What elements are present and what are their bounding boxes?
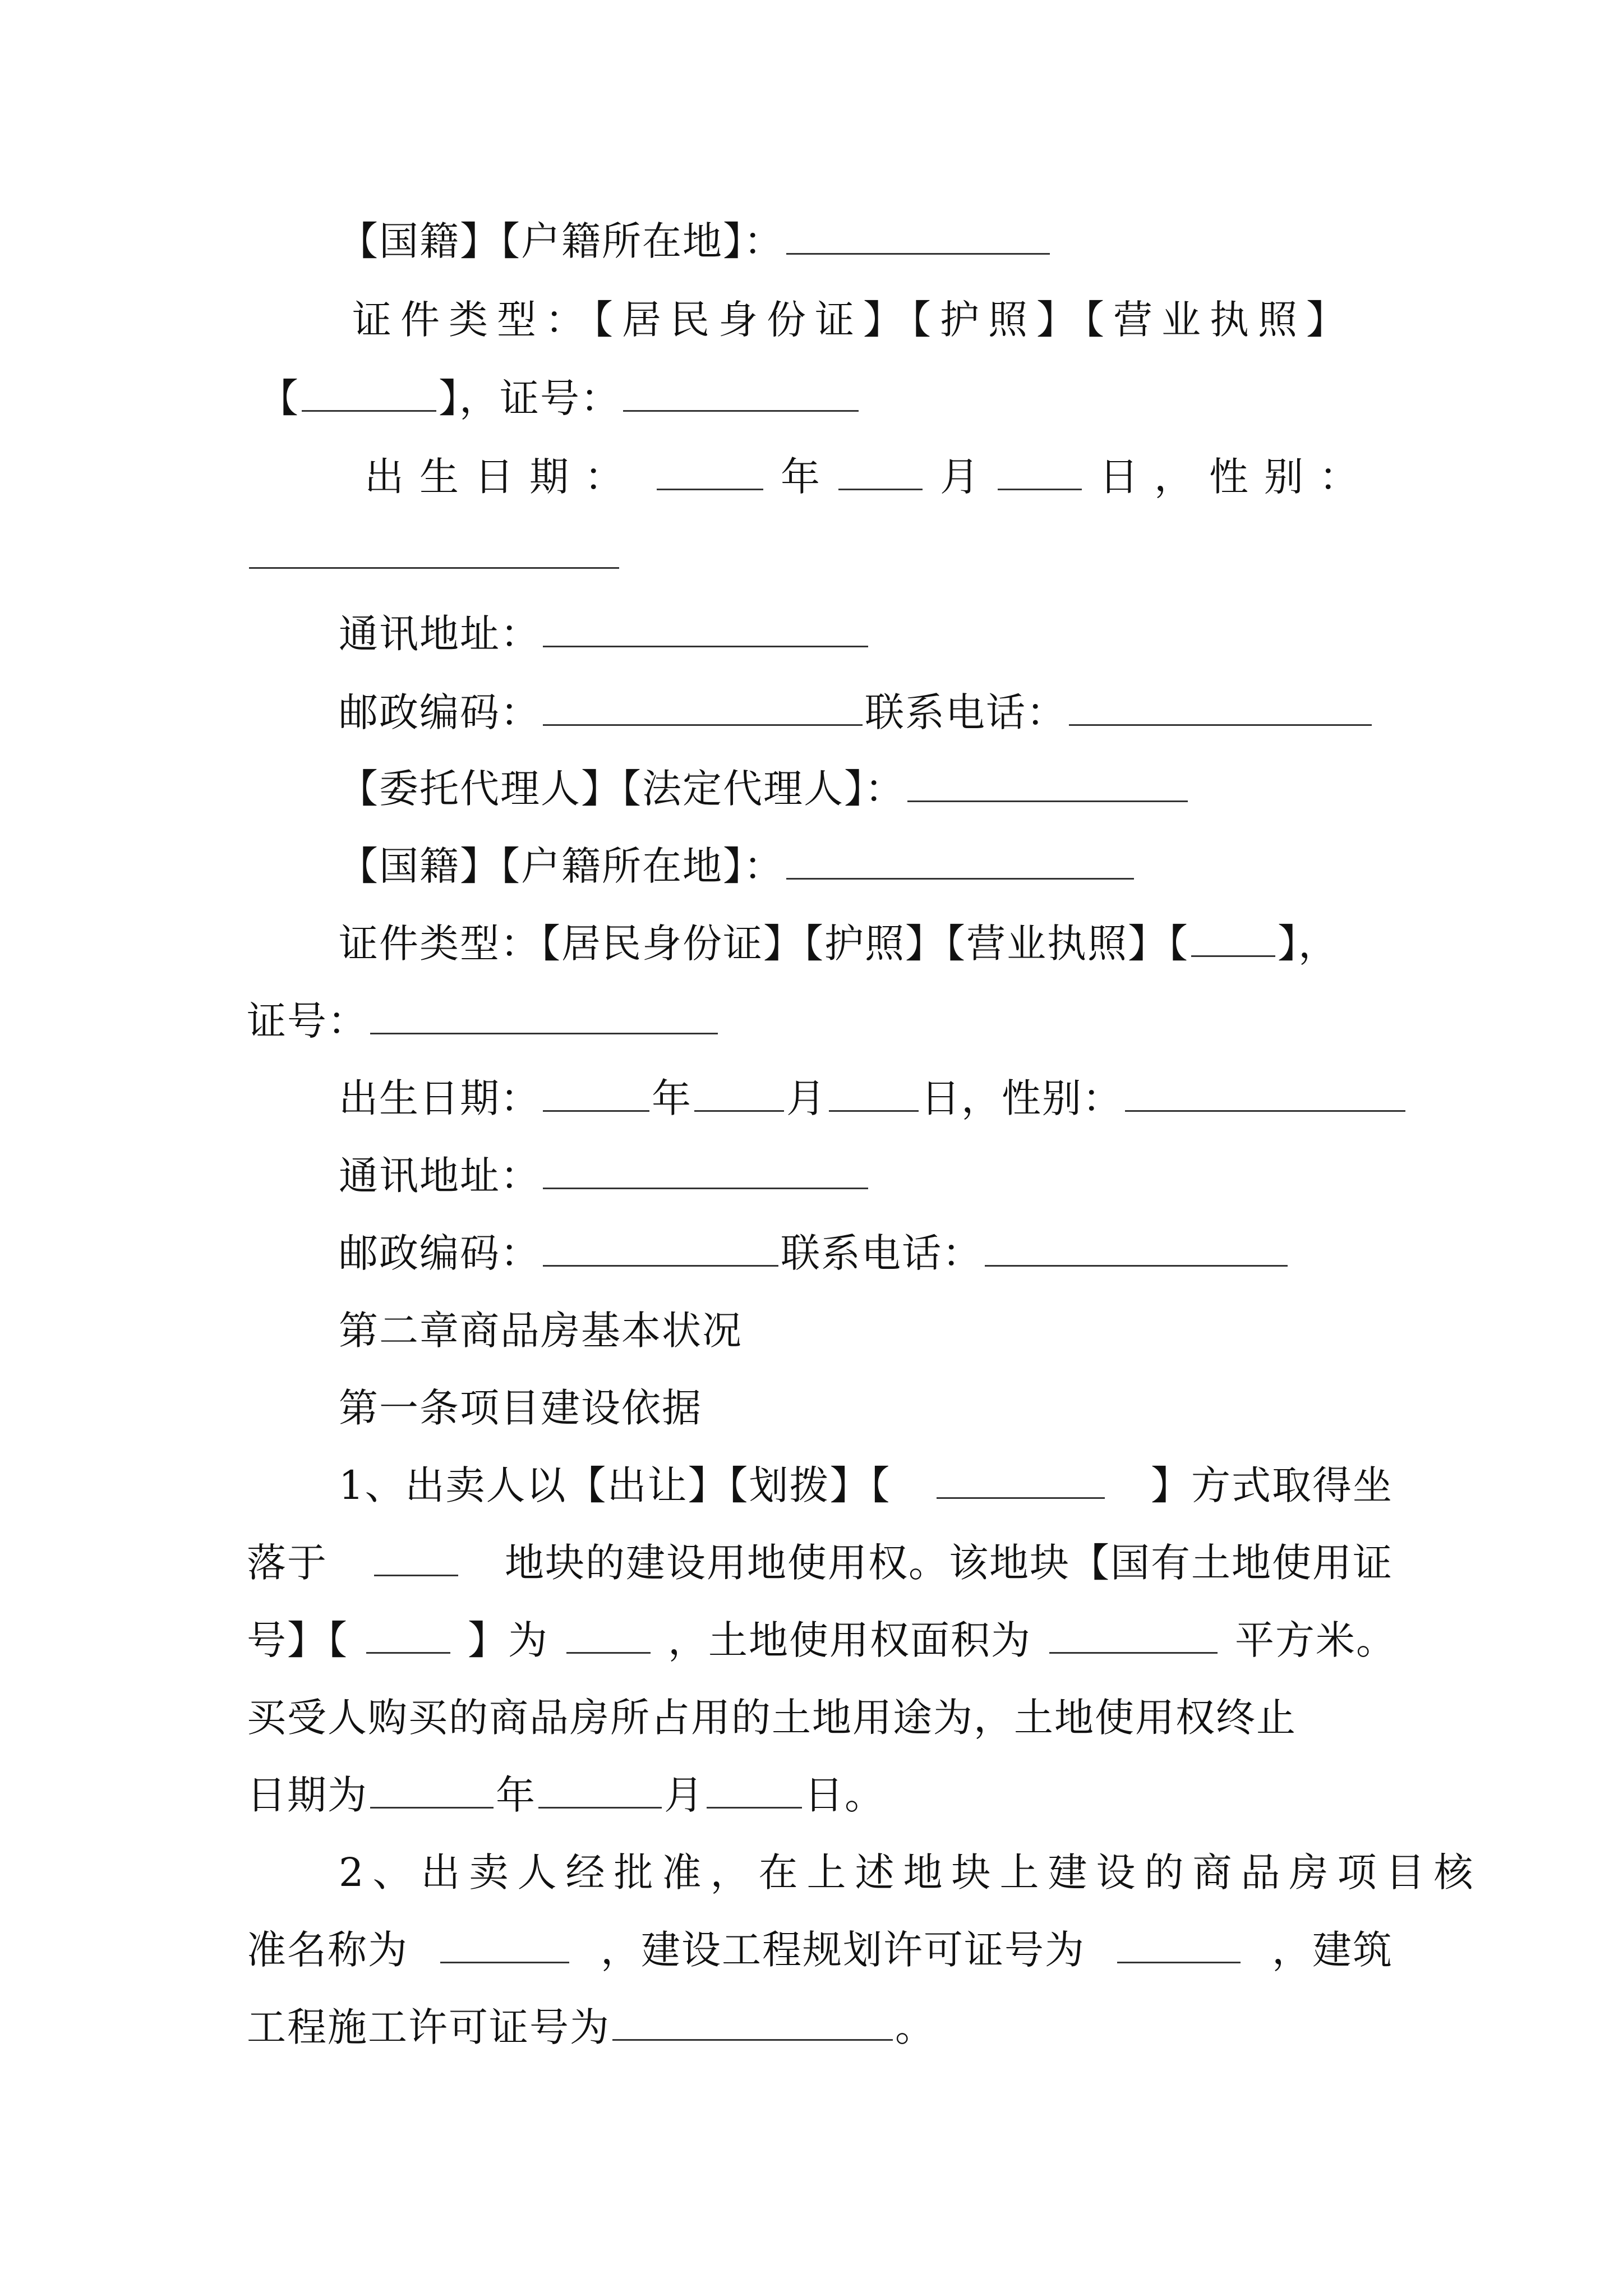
text-segment: 【国籍】【户籍所在地】：	[339, 843, 784, 889]
text-segment: 买受人购买的商品房所占用的土地用途为，土地使用权终止	[247, 1695, 1297, 1741]
text-segment: 日，性别：	[1099, 454, 1374, 500]
line-gender-blank-1	[247, 527, 621, 583]
line-clause-1b	[247, 1535, 1393, 1591]
fill-blank[interactable]	[985, 1234, 1288, 1267]
fill-blank[interactable]	[1069, 693, 1372, 726]
text-segment: 月	[786, 1075, 827, 1121]
text-segment: 准名称为	[247, 1927, 408, 1973]
line-clause-2c	[247, 1999, 935, 2055]
text-segment: 【委托代理人】【法定代理人】：	[339, 766, 905, 812]
fill-blank[interactable]	[440, 1930, 569, 1963]
text-segment: ，建筑	[1272, 1927, 1393, 1973]
line-clause-1c	[247, 1612, 1396, 1668]
article-heading	[339, 1380, 702, 1436]
text-segment: 年	[781, 454, 821, 500]
fill-blank[interactable]	[786, 846, 1134, 880]
text-segment: 1、出卖人以【出让】【划拨】【	[339, 1462, 891, 1508]
fill-blank[interactable]	[623, 379, 859, 412]
text-segment: 邮政编码：	[339, 689, 541, 735]
line-birth-date-2	[339, 1070, 1408, 1126]
text-segment: 证件类型：【居民身份证】【护照】【营业执照】【	[339, 921, 1189, 967]
text-segment: 通讯地址：	[339, 611, 541, 657]
text-segment: 证号：	[247, 998, 368, 1044]
text-segment: 证件类型：【居民身份证】【护照】【营业执照】	[352, 297, 1354, 343]
text-segment: ，土地使用权面积为	[668, 1617, 1031, 1663]
fill-blank[interactable]	[694, 1079, 784, 1112]
line-clause-2a	[339, 1844, 1482, 1901]
fill-blank[interactable]	[366, 1621, 450, 1654]
fill-blank[interactable]	[1049, 1621, 1218, 1654]
fill-blank[interactable]	[374, 1543, 458, 1576]
fill-blank[interactable]	[1117, 1930, 1241, 1963]
fill-blank[interactable]	[838, 457, 923, 490]
line-id-number-1	[259, 370, 861, 426]
line-postcode-phone-2	[339, 1225, 1290, 1281]
chapter-heading	[339, 1303, 743, 1359]
text-segment: 日期为	[247, 1772, 368, 1818]
line-address-1	[339, 606, 870, 662]
text-segment: 】为	[468, 1617, 548, 1663]
fill-blank[interactable]	[543, 1234, 778, 1267]
text-segment: 【国籍】【户籍所在地】：	[339, 218, 784, 264]
text-segment: 月	[940, 454, 980, 500]
text-segment: 年	[496, 1772, 536, 1818]
line-postcode-phone-1	[339, 684, 1374, 740]
text-segment: 通讯地址：	[339, 1153, 541, 1199]
fill-blank[interactable]	[1191, 924, 1275, 957]
text-segment: 联系电话：	[865, 689, 1067, 735]
fill-blank[interactable]	[998, 457, 1082, 490]
text-segment: 】，证号：	[439, 375, 621, 421]
fill-blank[interactable]	[249, 536, 619, 569]
line-clause-2b	[247, 1922, 1393, 1978]
text-segment: 第一条项目建设依据	[339, 1385, 702, 1431]
text-segment: 出生日期：	[365, 454, 639, 500]
fill-blank[interactable]	[370, 1775, 494, 1809]
line-clause-1a	[339, 1457, 1393, 1513]
line-birth-date-1	[365, 449, 1374, 505]
text-segment: 】，	[1278, 921, 1339, 967]
line-agent	[339, 761, 1190, 817]
text-segment: ，建设工程规划许可证号为	[601, 1927, 1085, 1973]
text-segment: 地块的建设用地使用权。该地块【国有土地使用证	[505, 1540, 1393, 1586]
fill-blank[interactable]	[1125, 1079, 1405, 1112]
fill-blank[interactable]	[370, 1001, 718, 1034]
text-segment: 年	[652, 1075, 692, 1121]
line-address-2	[339, 1148, 870, 1204]
line-clause-1d	[247, 1690, 1297, 1746]
text-segment: 。	[895, 2004, 935, 2050]
fill-blank[interactable]	[538, 1775, 662, 1809]
fill-blank[interactable]	[543, 1079, 649, 1112]
fill-blank[interactable]	[543, 1156, 868, 1189]
text-segment: 出生日期：	[339, 1075, 541, 1121]
fill-blank[interactable]	[657, 457, 763, 490]
fill-blank[interactable]	[543, 614, 868, 647]
text-segment: 日，性别：	[921, 1075, 1123, 1121]
fill-blank[interactable]	[829, 1079, 919, 1112]
fill-blank[interactable]	[707, 1775, 802, 1809]
text-segment: 号】【	[247, 1617, 348, 1663]
fill-blank[interactable]	[937, 1466, 1105, 1499]
text-segment: 日。	[804, 1772, 885, 1818]
line-nationality-2	[339, 838, 1136, 894]
text-segment: 工程施工许可证号为	[247, 2004, 610, 2050]
text-segment: 落于	[247, 1540, 328, 1586]
line-clause-1e	[247, 1767, 885, 1823]
text-segment: 【	[259, 375, 299, 421]
line-id-type-1	[352, 292, 1395, 348]
line-id-number-2	[247, 993, 720, 1049]
text-segment: 月	[664, 1772, 704, 1818]
fill-blank[interactable]	[612, 2008, 893, 2041]
line-id-type-2	[339, 915, 1339, 972]
line-nationality-1	[339, 213, 1052, 269]
fill-blank[interactable]	[566, 1621, 651, 1654]
text-segment: 邮政编码：	[339, 1230, 541, 1276]
fill-blank[interactable]	[786, 222, 1050, 255]
text-segment: 2、出卖人经批准，在上述地块上建设的商品房项目核	[339, 1849, 1482, 1895]
fill-blank[interactable]	[543, 693, 863, 726]
text-segment: 】方式取得坐	[1150, 1462, 1393, 1508]
text-segment: 联系电话：	[781, 1230, 983, 1276]
text-segment: 平方米。	[1235, 1617, 1396, 1663]
fill-blank[interactable]	[302, 379, 436, 412]
fill-blank[interactable]	[907, 769, 1188, 802]
text-segment: 第二章商品房基本状况	[339, 1308, 743, 1354]
